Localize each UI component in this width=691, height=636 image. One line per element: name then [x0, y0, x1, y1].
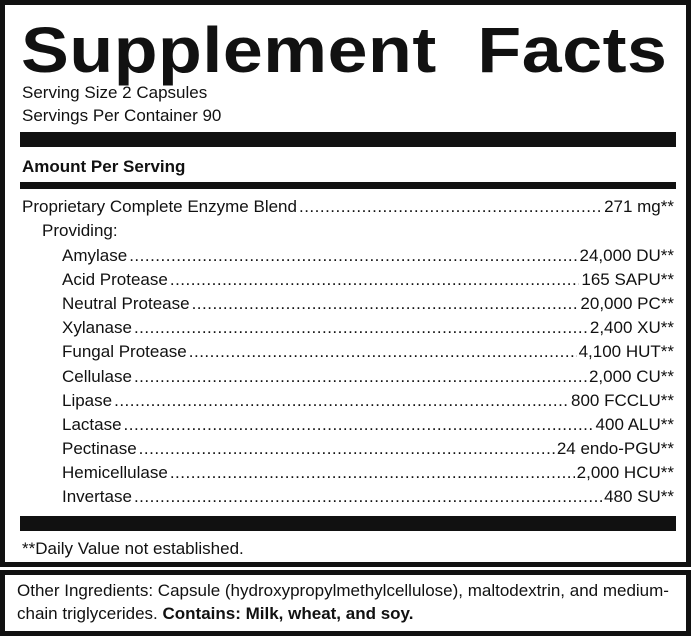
- leader-dots: [170, 462, 575, 484]
- divider-thick: [20, 516, 676, 531]
- ingredient-row: [62, 317, 674, 339]
- ingredient-name: Xylanase: [62, 318, 132, 337]
- ingredient-row: [62, 462, 674, 484]
- serving-size: Serving Size 2 Capsules: [22, 83, 208, 102]
- other-ingredients-box: [0, 570, 691, 636]
- ingredient-row: [62, 293, 674, 315]
- leader-dots: [170, 269, 580, 291]
- leader-dots: [134, 317, 588, 339]
- leader-dots: [189, 341, 577, 363]
- ingredient-name: Acid Protease: [62, 270, 168, 289]
- ingredient-row: [62, 366, 674, 388]
- ingredient-row: [62, 341, 674, 363]
- other-ingredients-text: Other Ingredients: Capsule (hydroxypropylmethylcellulose), maltodextrin, and medium-chain triglycerides.: [17, 581, 669, 623]
- leader-dots: [134, 486, 602, 508]
- ingredient-amount: 400 ALU**: [595, 415, 674, 434]
- ingredient-amount: 20,000 PC**: [580, 294, 674, 313]
- ingredient-amount: 480 SU**: [604, 487, 674, 506]
- blend-amount: 271 mg**: [604, 197, 674, 216]
- leader-dots: [299, 196, 602, 218]
- ingredient-name: Pectinase: [62, 439, 137, 458]
- divider-medium: [20, 182, 676, 189]
- ingredient-row: [62, 438, 674, 460]
- ingredient-amount: 2,000 CU**: [588, 367, 674, 386]
- allergen-statement: Contains: Milk, wheat, and soy.: [162, 604, 414, 623]
- leader-dots: [139, 438, 555, 460]
- ingredient-name: Lactase: [62, 415, 122, 434]
- blend-row: [22, 196, 674, 218]
- ingredient-name: Lipase: [62, 391, 113, 410]
- ingredient-amount: 2,400 XU**: [589, 318, 674, 337]
- ingredient-row: [62, 486, 674, 508]
- ingredient-amount: 800 FCCLU**: [571, 391, 674, 410]
- leader-dots: [129, 245, 577, 267]
- servings-per-container: Servings Per Container 90: [22, 106, 222, 125]
- ingredient-name: Neutral Protease: [62, 294, 190, 313]
- ingredient-name: Hemicellulase: [62, 463, 168, 482]
- ingredient-row: [62, 269, 674, 291]
- ingredient-row: [62, 390, 674, 412]
- ingredient-amount: 165 SAPU**: [581, 270, 674, 289]
- panel-title: Supplement Facts: [21, 14, 668, 86]
- ingredient-name: Fungal Protease: [62, 342, 187, 361]
- divider-thick: [20, 132, 676, 147]
- ingredient-amount: 24,000 DU**: [579, 246, 674, 265]
- ingredient-amount: 24 endo-PGU**: [556, 439, 674, 458]
- ingredient-name: Invertase: [62, 487, 132, 506]
- amount-per-serving-heading: Amount Per Serving: [22, 157, 186, 176]
- ingredient-amount: 2,000 HCU**: [576, 463, 674, 482]
- ingredient-row: [62, 414, 674, 436]
- ingredient-amount: 4,100 HUT**: [578, 342, 674, 361]
- ingredient-name: Cellulase: [62, 367, 132, 386]
- leader-dots: [134, 366, 587, 388]
- providing-label: Providing:: [42, 221, 118, 240]
- leader-dots: [192, 293, 579, 315]
- leader-dots: [124, 414, 594, 436]
- blend-name: Proprietary Complete Enzyme Blend: [22, 197, 297, 216]
- ingredient-name: Amylase: [62, 246, 128, 265]
- leader-dots: [114, 390, 569, 412]
- footnote: **Daily Value not established.: [22, 539, 244, 558]
- ingredient-row: [62, 245, 674, 267]
